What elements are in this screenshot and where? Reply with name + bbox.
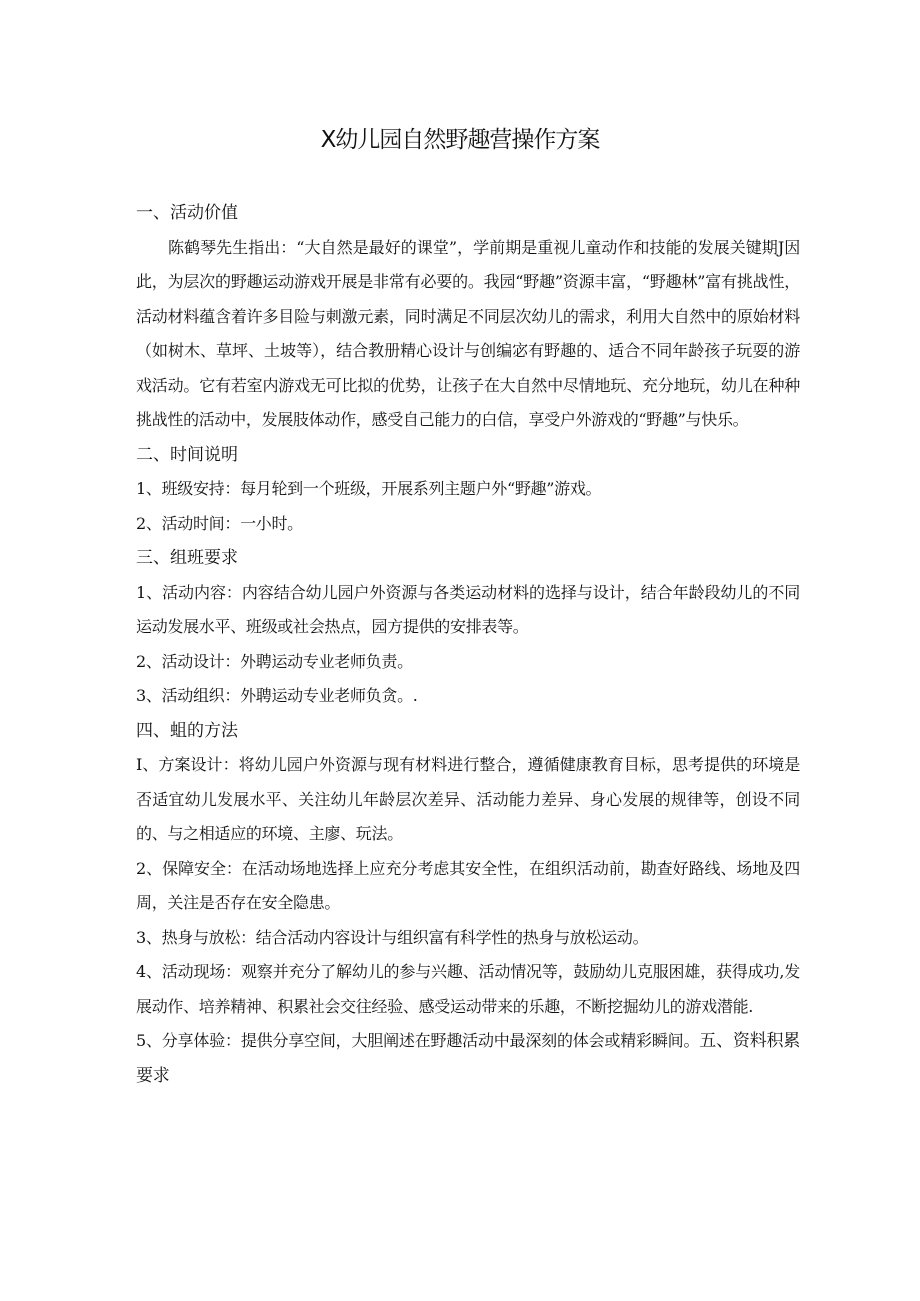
paragraph-plan-design: I、方案设计：将幼儿园户外资源与现有材料进行整合，遵循健康教育目标，思考提供的环境是否适宜幼儿发展水平、关注幼儿年龄层次差异、活动能力差异、身心发展的规律等，创设不同的、与之相适应的环境、主廖、玩法。 bbox=[136, 755, 800, 843]
document-body bbox=[136, 196, 800, 1093]
paragraph-activity-design: 2、活动设计：外聘运动专业老师负责。 bbox=[136, 651, 413, 671]
paragraph-sharing-text: 5、分享体验：提供分享空间，大胆阐述在野趣活动中最深刻的体会或精彩瞬间。 bbox=[136, 1031, 700, 1050]
paragraph-class-schedule: 1、班级安持：每月轮到一个班级，开展系列主题户外“野趣”游戏。 bbox=[136, 479, 602, 498]
paragraph-activity-organization: 3、活动组织：外聘运动专业老师负贪。. bbox=[136, 686, 418, 705]
paragraph-activity-time: 2、活动时间：一小时。 bbox=[136, 513, 303, 533]
paragraph-sharing bbox=[136, 1024, 800, 1093]
paragraph-activity-site: 4、活动现场：观察并充分了解幼儿的参与兴趣、活动情况等，鼓励幼儿克服困雄，获得成功,发展动作、培养精神、积累社会交往经验、感受运动带来的乐趣，不断挖掘幼儿的游戏潜能. bbox=[136, 962, 800, 1016]
paragraph-activity-content: 1、活动内容：内容结合幼儿园户外资源与各类运动材料的选择与设计，结合年龄段幼儿的不同运动发展水平、班级或社会热点，园方提供的安排表等。 bbox=[136, 582, 800, 636]
section-heading-materials: 五、资料积累要求 bbox=[136, 1031, 801, 1086]
document-title: X幼儿园自然野趣营操作方案 bbox=[320, 127, 600, 153]
section-heading-time: 二、时间说明 bbox=[136, 444, 238, 465]
section-heading-class-requirements: 三、组班要求 bbox=[136, 548, 238, 568]
section-heading-methods: 四、蛆的方法 bbox=[136, 720, 238, 741]
section-heading-activity-value: 一、活动价值 bbox=[136, 203, 238, 223]
paragraph-safety: 2、保障安全：在活动场地选择上应充分考虑其安全性，在组织活动前，勘查好路线、场地及四周，关注是否存在安全隐患。 bbox=[136, 858, 800, 912]
paragraph-warmup: 3、热身与放松：结合活动内容设计与组织富有科学性的热身与放松运动。 bbox=[136, 927, 649, 947]
paragraph-activity-value: 陈鹤琴先生指出：“大自然是最好的课堂”，学前期是重视儿童动作和技能的发展关键期J因此，为层次的野趣运动游戏开展是非常有必要的。我园“野趣”资源丰富，“野趣林”富有挑战性，活动材料蕴含着许多目险与刺激元素，同时满足不同层次幼儿的需求，利用大自然中的原始材料（如树木、草坪、土坡等），结合教册精心设计与创编宓有野趣的、适合不同年龄孩子玩耍的游戏活动。它有若室内游戏无可比拟的优势，让孩子在大自然中尽情地玩、充分地玩，幼儿在种种挑战性的活动中，发展肢体动作，感受自己能力的白信，享受户外游戏的“野趣”与快乐。 bbox=[136, 237, 800, 429]
